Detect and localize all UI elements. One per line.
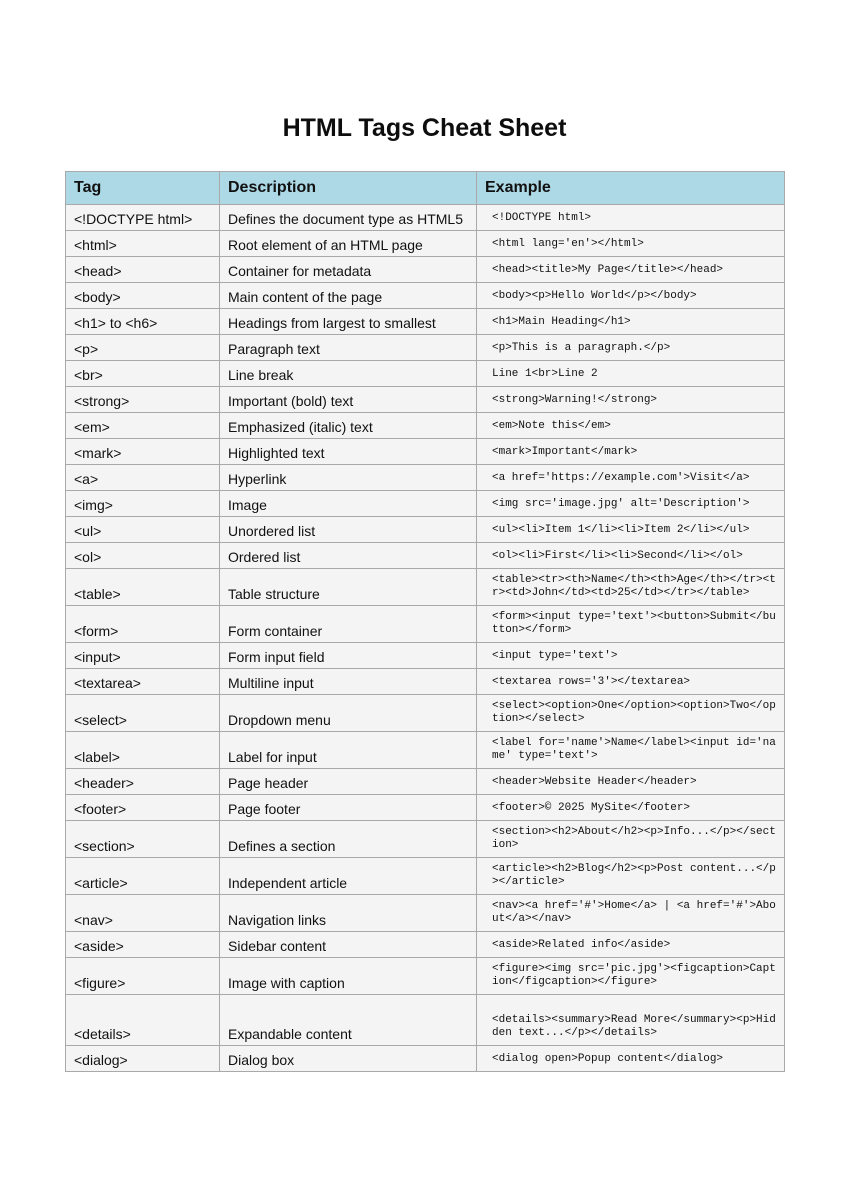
table-row bbox=[66, 995, 785, 1046]
column-header-example: Example bbox=[477, 172, 785, 205]
tag-cell: <head> bbox=[66, 257, 220, 283]
table-row bbox=[66, 491, 785, 517]
example-cell: <head><title>My Page</title></head> bbox=[477, 257, 785, 283]
tag-cell: <label> bbox=[66, 732, 220, 769]
example-cell: <ol><li>First</li><li>Second</li></ol> bbox=[477, 543, 785, 569]
table-row bbox=[66, 643, 785, 669]
example-cell: <p>This is a paragraph.</p> bbox=[477, 335, 785, 361]
description-cell: Paragraph text bbox=[220, 335, 477, 361]
table-row bbox=[66, 309, 785, 335]
tag-cell: <ul> bbox=[66, 517, 220, 543]
example-cell: <dialog open>Popup content</dialog> bbox=[477, 1046, 785, 1072]
description-cell: Label for input bbox=[220, 732, 477, 769]
example-cell: <nav><a href='#'>Home</a> | <a href='#'>About</a></nav> bbox=[477, 895, 785, 932]
table-row bbox=[66, 858, 785, 895]
description-cell: Ordered list bbox=[220, 543, 477, 569]
description-cell: Navigation links bbox=[220, 895, 477, 932]
example-cell: <!DOCTYPE html> bbox=[477, 205, 785, 231]
description-cell: Sidebar content bbox=[220, 932, 477, 958]
description-cell: Form container bbox=[220, 606, 477, 643]
tag-cell: <ol> bbox=[66, 543, 220, 569]
tag-cell: <section> bbox=[66, 821, 220, 858]
table-row bbox=[66, 769, 785, 795]
table-row bbox=[66, 606, 785, 643]
tag-cell: <header> bbox=[66, 769, 220, 795]
tag-cell: <em> bbox=[66, 413, 220, 439]
table-row bbox=[66, 821, 785, 858]
example-cell: <section><h2>About</h2><p>Info...</p></section> bbox=[477, 821, 785, 858]
description-cell: Dialog box bbox=[220, 1046, 477, 1072]
description-cell: Image bbox=[220, 491, 477, 517]
tag-cell: <aside> bbox=[66, 932, 220, 958]
description-cell: Page header bbox=[220, 769, 477, 795]
example-cell: <h1>Main Heading</h1> bbox=[477, 309, 785, 335]
example-cell: <textarea rows='3'></textarea> bbox=[477, 669, 785, 695]
table-row bbox=[66, 283, 785, 309]
example-cell: <label for='name'>Name</label><input id='name' type='text'> bbox=[477, 732, 785, 769]
description-cell: Defines a section bbox=[220, 821, 477, 858]
example-cell: <figure><img src='pic.jpg'><figcaption>Caption</figcaption></figure> bbox=[477, 958, 785, 995]
table-row bbox=[66, 569, 785, 606]
example-cell: <a href='https://example.com'>Visit</a> bbox=[477, 465, 785, 491]
example-cell: <form><input type='text'><button>Submit</button></form> bbox=[477, 606, 785, 643]
table-row bbox=[66, 335, 785, 361]
tag-cell: <h1> to <h6> bbox=[66, 309, 220, 335]
example-cell: <header>Website Header</header> bbox=[477, 769, 785, 795]
description-cell: Container for metadata bbox=[220, 257, 477, 283]
tag-cell: <p> bbox=[66, 335, 220, 361]
tag-cell: <html> bbox=[66, 231, 220, 257]
tag-cell: <input> bbox=[66, 643, 220, 669]
example-cell: <strong>Warning!</strong> bbox=[477, 387, 785, 413]
table-row bbox=[66, 387, 785, 413]
description-cell: Page footer bbox=[220, 795, 477, 821]
example-cell: <ul><li>Item 1</li><li>Item 2</li></ul> bbox=[477, 517, 785, 543]
table-row bbox=[66, 439, 785, 465]
tag-cell: <form> bbox=[66, 606, 220, 643]
example-cell: Line 1<br>Line 2 bbox=[477, 361, 785, 387]
description-cell: Highlighted text bbox=[220, 439, 477, 465]
example-cell: <em>Note this</em> bbox=[477, 413, 785, 439]
description-cell: Form input field bbox=[220, 643, 477, 669]
example-cell: <table><tr><th>Name</th><th>Age</th></tr><tr><td>John</td><td>25</td></tr></table> bbox=[477, 569, 785, 606]
tag-cell: <body> bbox=[66, 283, 220, 309]
table-row bbox=[66, 732, 785, 769]
table-header-row bbox=[66, 172, 785, 205]
description-cell: Hyperlink bbox=[220, 465, 477, 491]
table-row bbox=[66, 669, 785, 695]
example-cell: <img src='image.jpg' alt='Description'> bbox=[477, 491, 785, 517]
description-cell: Multiline input bbox=[220, 669, 477, 695]
table-row bbox=[66, 543, 785, 569]
example-cell: <footer>© 2025 MySite</footer> bbox=[477, 795, 785, 821]
tag-cell: <details> bbox=[66, 995, 220, 1046]
description-cell: Defines the document type as HTML5 bbox=[220, 205, 477, 231]
example-cell: <aside>Related info</aside> bbox=[477, 932, 785, 958]
table-row bbox=[66, 932, 785, 958]
table-row bbox=[66, 695, 785, 732]
table-row bbox=[66, 205, 785, 231]
example-cell: <details><summary>Read More</summary><p>Hidden text...</p></details> bbox=[477, 995, 785, 1046]
description-cell: Important (bold) text bbox=[220, 387, 477, 413]
cheat-sheet-table bbox=[65, 171, 785, 1072]
tag-cell: <!DOCTYPE html> bbox=[66, 205, 220, 231]
table-row bbox=[66, 231, 785, 257]
column-header-description: Description bbox=[220, 172, 477, 205]
example-cell: <select><option>One</option><option>Two</option></select> bbox=[477, 695, 785, 732]
description-cell: Independent article bbox=[220, 858, 477, 895]
table-row bbox=[66, 517, 785, 543]
example-cell: <html lang='en'></html> bbox=[477, 231, 785, 257]
table-row bbox=[66, 795, 785, 821]
tag-cell: <select> bbox=[66, 695, 220, 732]
tag-cell: <textarea> bbox=[66, 669, 220, 695]
tag-cell: <img> bbox=[66, 491, 220, 517]
column-header-tag: Tag bbox=[66, 172, 220, 205]
description-cell: Line break bbox=[220, 361, 477, 387]
table-row bbox=[66, 361, 785, 387]
description-cell: Emphasized (italic) text bbox=[220, 413, 477, 439]
example-cell: <input type='text'> bbox=[477, 643, 785, 669]
table-body bbox=[66, 205, 785, 1072]
example-cell: <article><h2>Blog</h2><p>Post content...</p></article> bbox=[477, 858, 785, 895]
table-row bbox=[66, 1046, 785, 1072]
tag-cell: <a> bbox=[66, 465, 220, 491]
tag-cell: <strong> bbox=[66, 387, 220, 413]
table-row bbox=[66, 895, 785, 932]
tag-cell: <figure> bbox=[66, 958, 220, 995]
description-cell: Main content of the page bbox=[220, 283, 477, 309]
example-cell: <mark>Important</mark> bbox=[477, 439, 785, 465]
description-cell: Root element of an HTML page bbox=[220, 231, 477, 257]
tag-cell: <mark> bbox=[66, 439, 220, 465]
tag-cell: <table> bbox=[66, 569, 220, 606]
description-cell: Table structure bbox=[220, 569, 477, 606]
tag-cell: <footer> bbox=[66, 795, 220, 821]
description-cell: Dropdown menu bbox=[220, 695, 477, 732]
tag-cell: <br> bbox=[66, 361, 220, 387]
description-cell: Image with caption bbox=[220, 958, 477, 995]
page-title: HTML Tags Cheat Sheet bbox=[282, 114, 567, 142]
table-row bbox=[66, 465, 785, 491]
example-cell: <body><p>Hello World</p></body> bbox=[477, 283, 785, 309]
description-cell: Headings from largest to smallest bbox=[220, 309, 477, 335]
tag-cell: <dialog> bbox=[66, 1046, 220, 1072]
table-row bbox=[66, 257, 785, 283]
table-row bbox=[66, 958, 785, 995]
tag-cell: <nav> bbox=[66, 895, 220, 932]
description-cell: Expandable content bbox=[220, 995, 477, 1046]
description-cell: Unordered list bbox=[220, 517, 477, 543]
tag-cell: <article> bbox=[66, 858, 220, 895]
table-row bbox=[66, 413, 785, 439]
